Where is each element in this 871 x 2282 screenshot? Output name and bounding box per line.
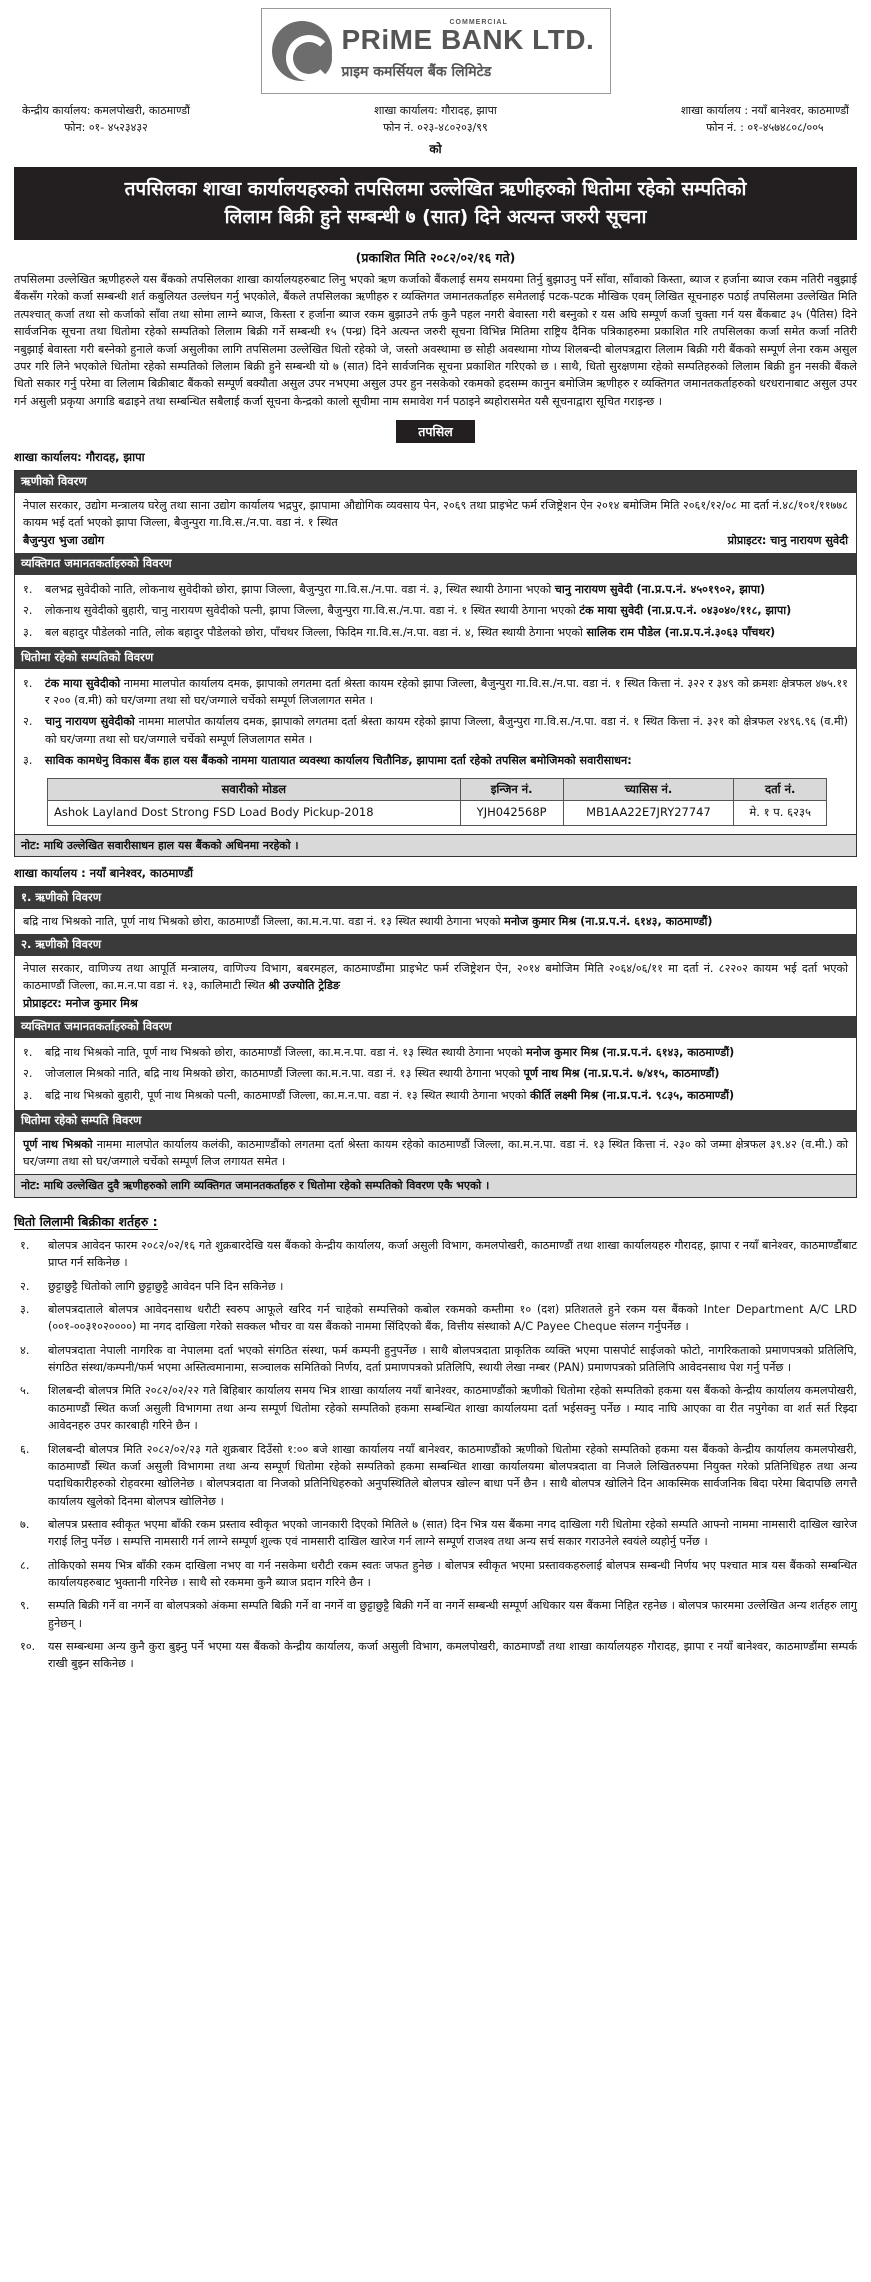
list-item: ६. शिलबन्दी बोलपत्र मिति २०८२/०२/२३ गते शुक्रबार दिउँसो १:०० बजे शाखा कार्यालय नयाँ बानेश्वर, काठमाण्डौंको ऋणीको धितोमा रहेको सम्पतिको हकमा यस बैंकको केन्द्रीय कार्यालय कमलपोखरी, काठमाण्डौं स्थित कर्जा असुली विभागमा तथा अन्य सम्पूर्ण धितोमा रहेको सम्पतिको हकमा सम्बन्धित शाखा कार्यालयमा बोलपत्रदाता वा निजले लिखितरुपमा नियुक्त गरेको प्रतिनिधिहरु तथा अन्य पदाधिकारीहरुको रोहवरमा खोलिनेछ । बोलपत्रदाता वा निजको प्रतिनिधिहरुको अनुपस्थितिले बोलपत्र खोल्न बाधा पर्ने छैन । साथै बोलपत्र खोलिने दिन आकस्मिक सार्वजनिक बिदा परेमा बिदापछि लगत्तै कार्यालय खुलेको दिनमा बोलपत्र खोलिनेछ । <box>20 1442 857 1508</box>
bank-commercial-tag: COMMERCIAL <box>449 19 508 27</box>
guarantor-name: टंक माया सुवेदी (ना.प्र.प.नं. ०४३०४०/११८, झापा) <box>579 604 792 618</box>
office1-guarantor-list <box>15 575 856 647</box>
list-item: ९. सम्पति बिक्री गर्ने वा नगर्ने वा बोलपत्रको अंकमा सम्पति बिक्री गर्ने वा नगर्ने वा छुट्टाछुट्टै बिक्री गर्ने वा नगर्ने सम्बन्धी सम्पूर्ण अधिकार यस बैंकमा निहित रहनेछ । बोलपत्र फारममा उल्लेखित अन्य शर्तहरु लागु हुनेछन् । <box>20 1599 857 1630</box>
terms-heading: धितो लिलामी बिक्रीका शर्तहरु : <box>14 1213 158 1229</box>
table-cell: Ashok Layland Dost Strong FSD Load Body Pickup-2018 <box>48 801 461 826</box>
column-header: दर्ता नं. <box>734 778 827 801</box>
header-logo-area <box>14 8 857 94</box>
vehicle-table <box>47 778 827 827</box>
branch-title: शाखा कार्यालय: गौरादह, झापा <box>374 104 497 117</box>
list-item: ३. बोलपत्रदाताले बोलपत्र आवेदनसाथ धरौटी स्वरुप आफूले खरिद गर्न चाहेको सम्पत्तिको कबोल रकमको कम्तीमा १० (दश) प्रतिशतले हुने रकम यस बैंकको Inter Department A/C LRD (००१-००३१०२००००) मा नगद दाखिला गरेको सक्कल भौचर वा यस बैंकको नाममा सिंदिएको बैंक, वित्तीय संस्थाको A/C Payee Cheque संलग्न गर्नुपर्नेछ । <box>20 1302 858 1334</box>
table-header-row <box>48 778 827 801</box>
list-item: ५. शिलबन्दी बोलपत्र मिति २०८२/०२/२२ गते बिहिबार कार्यालय समय भित्र शाखा कार्यालय नयाँ बानेश्वर, काठमाण्डौंको ऋणीको धितोमा रहेको सम्पतिको हकमा यस बैंकको केन्द्रीय कार्यालय कमलपोखरी, काठमाण्डौं स्थित कर्जा असुली विभागमा तथा अन्य सम्पूर्ण धितोमा रहेको सम्पतिको हकमा सम्बन्धित शाखा कार्यालयमा दर्ता भईसक्नु पर्नेछ । म्याद नाघि आएका वा रीत नपुगेका वा शर्त सर्त रिझ्दा आवेदनहरु उपर कारबाही गरिने छैन । <box>20 1384 857 1433</box>
office2-note: नोट: माथि उल्लेखित दुवै ऋणीहरुको लागि व्यक्तिगत जमानतकर्ताहरु र धितोमा रहेको सम्पतिको विवरण एकै भएको । <box>14 1175 857 1197</box>
bank-logo-icon <box>272 21 332 81</box>
list-item: २. जोजलाल मिश्रको नाति, बद्रि नाथ मिश्रको छोरा, काठमाण्डौं जिल्ला का.म.न.पा. वडा नं. १३ स्थित स्थायी ठेगाना भएको पूर्ण नाथ मिश्र (ना.प्र.प.नं. ७/४१५, काठमाण्डौं) <box>23 1067 720 1081</box>
branch-title: केन्द्रीय कार्यालय: कमलपोखरी, काठमाण्डौं <box>22 104 190 117</box>
office1-guarantor-heading: व्यक्तिगत जमानतकर्ताहरुको विवरण <box>15 553 856 575</box>
bank-logo <box>261 8 611 94</box>
branch-central <box>22 102 190 136</box>
notice-title-banner <box>14 167 857 240</box>
bank-name-nepali: प्राइम कमर्सियल बैंक लिमिटेड <box>341 63 492 80</box>
list-item: १. बोलपत्र आवेदन फारम २०८२/०२/१६ गते शुक्रबारदेखि यस बैंकको केन्द्रीय कार्यालय, कर्जा असुली विभाग, कमलपोखरी, काठमाण्डौं तथा शाखा कार्यालयहरु गौरादह, झापा र नयाँ बानेश्वर, काठमाण्डौंबाट प्राप्त गर्न सकिनेछ । <box>20 1238 857 1270</box>
list-item: २. लोकनाथ सुवेदीको बुहारी, चानु नारायण सुवेदीको पत्नी, झापा जिल्ला, बैजुन्पुरा गा.वि.स./न.पा. वडा नं. १ स्थित स्थायी ठेगाना भएको टंक माया सुवेदी (ना.प्र.प.नं. ०४३०४०/११८, झापा) <box>23 604 792 618</box>
table-cell: MB1AA22E7JRY27747 <box>563 801 734 826</box>
office2-label: शाखा कार्यालय : नयाँ बानेश्वर, काठमाण्डौं <box>14 866 193 881</box>
column-header: इन्जिन नं. <box>460 778 563 801</box>
list-item: १. बद्रि नाथ भिश्रको नाति, पूर्ण नाथ भिश्रको छोरा, काठमाण्डौं जिल्ला, का.म.न.पा. वडा नं. १३ स्थित स्थायी ठेगाना भएको मनोज कुमार मिश्र (ना.प्र.प.नं. ६१४३, काठमाण्डौं) <box>23 1045 735 1059</box>
notice-title-line2: लिलाम बिक्री हुने सम्बन्धी ७ (सात) दिने अत्यन्त जरुरी सूचना <box>224 206 647 229</box>
office2-collateral-body: पूर्ण नाथ भिश्रको नाममा मालपोत कार्यालय कलंकी, काठमाण्डौंको लगतमा दर्ता श्रेस्ता कायम रहेको काठमाण्डौं जिल्ला, का.म.न.पा. वडा नं. १३ स्थित कित्ता नं. २३० को जम्मा क्षेत्रफल ३९.४२ (व.मी.) को घर/जग्गा तथा सो घर/जग्गाले चर्चेको सम्पूर्ण लिज लगायत समेत । <box>23 1137 848 1169</box>
branch-baneshwor <box>681 102 849 136</box>
list-item: ८. तोकिएको समय भित्र बाँकी रकम दाखिला नभए वा गर्न नसकेमा धरौटी रकम स्वतः जफत हुनेछ । बोलपत्र स्वीकृत भएमा प्रस्तावकहरुलाई बोलपत्र सम्बन्धी निर्णय भए पश्चात मात्र यस बैंकको सम्बन्धित कार्यालयहरुबाट भुक्तानी गरिनेछ । साथै सो रकममा कुनै ब्याज प्रदान गरिने छैन । <box>20 1558 857 1590</box>
branch-phone: फोन: ०१- ४५२३४३२ <box>64 121 148 135</box>
terms-list <box>14 1237 857 1673</box>
office2-section <box>14 886 857 1175</box>
table-cell: YJH042568P <box>460 801 563 826</box>
bank-name: PRiME BANK LTD. <box>341 24 595 56</box>
list-item: ७. बोलपत्र प्रस्ताव स्वीकृत भएमा बाँकी रकम प्रस्ताव स्वीकृत भएको जानकारी दिएको मितिले ७ (सात) दिन भित्र यस बैंकमा नगद दाखिला गरी धितोमा रहेको सम्पति आफ्नो नाममा नामसारी दाखिल खारेज गराई लिनु पर्नेछ । सम्पत्ति नामसारी गर्न लाग्ने सम्पूर्ण शुल्क एवं नामसारी दाखिल खारेज गर्न लाग्ने सम्पूर्ण राजश्व तथा अन्य सर्च सकार गराउनेले स्वयंले व्यहोर्नु पर्नेछ । <box>20 1517 857 1549</box>
office2-borrower2-heading: २. ऋणीको विवरण <box>15 934 856 956</box>
borrower-firm: श्री उज्योति ट्रेडिङ <box>268 979 340 993</box>
table-row <box>48 801 827 826</box>
connector-ko: को <box>429 142 442 157</box>
list-item: २. चानु नारायण सुवेदीको नाममा मालपोत कार्यालय दमक, झापाको लगतमा दर्ता श्रेस्ता कायम रहेको झापा जिल्ला, बैजुन्पुरा गा.वि.स./न.पा. वडा नं. १ स्थित कित्ता नं. ३२१ को क्षेत्रफल २४९६.९६ (व.मी) को घर/जग्गा तथा सो घर/जग्गाले चर्चेको सम्पूर्ण लिजलागत समेत । <box>23 715 848 746</box>
borrower-proprietor: प्रोप्राइटर: मनोज कुमार मिश्र <box>23 996 138 1010</box>
office1-borrower-firm: बैजुन्पुरा भुजा उद्योग <box>23 533 105 547</box>
office2-borrower1-body: बद्रि नाथ भिश्रको नाति, पूर्ण नाथ भिश्रको छोरा, काठमाण्डौं जिल्ला, का.म.न.पा. वडा नं. १३ स्थित स्थायी ठेगाना भएको मनोज कुमार मिश्र (ना.प्र.प.नं. ६१४३, काठमाण्डौं) <box>23 914 713 928</box>
bank-logo-text <box>342 18 595 83</box>
office2-collateral-heading: धितोमा रहेको सम्पति विवरण <box>15 1110 856 1132</box>
list-item: ३. बद्रि नाथ भिश्रको बुहारी, पूर्ण नाथ मिश्रको पत्नी, काठमाण्डौं जिल्ला, का.म.न.पा. वडा नं. १३ स्थित स्थायी ठेगाना भएको कीर्ति लक्ष्मी मिश्र (ना.प्र.प.नं. ९८३५, काठमाण्डौं) <box>23 1088 735 1102</box>
office1-collateral-heading: धितोमा रहेको सम्पतिको विवरण <box>15 647 856 669</box>
intro-paragraph: तपसिलमा उल्लेखित ऋणीहरुले यस बैंकको तपसिलका शाखा कार्यालयहरुबाट लिनु भएको ऋण कर्जाको बैंकलाई समय समयमा तिर्नु बुझाउनु पर्ने साँवा, साँवाको किस्ता, ब्याज र हर्जाना ब्याज रकम नतिरी नबुझाई बैंकसँग गरेको कर्जा सम्बन्धी शर्त कबुलियत उल्लंघन गर्नु भएकोले, बैंकले तपसिलका ऋणीहरु र व्यक्तिगत जमानतकर्ताहरु समेतलाई पटक-पटक मौखिक एवम् लिखित सूचनाहरु पठाई तपसिलमा उल्लेखित मिति तत्पश्चात् कर्जा तथा सो कर्जाको साँवा तथा सोमा लाग्ने ब्याज, किस्ता र हर्जाना ब्याज रकम बुझाउने तर्फ कुनै पहल नगरी बेवास्ता गरी बस्नुको र यस अघि सम्पूर्ण कर्जा चुक्ता गर्न यस बैंकबाट ३५ (पैतिस) दिने सार्वजनिक सूचना तथा धितोमा रहेको सम्पतिको लिलाम बिक्री गर्ने सम्बन्धी १५ (पन्ध्र) दिने अत्यन्त जरुरी सूचना विभिन्न मितिमा राष्ट्रिय दैनिक पत्रिकाहरुमा प्रकाशित गरि तपसिलका कर्जा समेत कर्जा नतिरी नबुझाई बेवास्ता गरी बस्नेको हुनाले कर्जा असुलीका लागि तपसिलमा उल्लेखित धितो रहेको जे, जस्तो अवस्थामा छ सोही अवस्थामा गोप्य शिलबन्दी बोलपत्रद्वारा लिलाम बिक्री गरी बैंकको सम्पूर्ण लेना रकम असुल उपर गरि लिने भएकोले धितोमा रहेको सम्पतिको लिलाम बिक्री हुने सम्बन्धी यो ७ (सात) दिने सार्वजनिक सूचना प्रकाशित गरिएको छ । साथै, धितो सुरक्षणमा रहेको सम्पतिहरुको लिलाम बिक्री हुन नसकी बैंकले धितो सकार गर्नु परेमा वा लिलाम बिक्रीबाट बैंकको सम्पूर्ण बक्यौता असुल उपर नभएमा असुल उपर हुन नसकेको रकमको हदसम्म कानुन बमोजिम ऋणीहरु र व्यक्तिगत जमानतकर्ताहरुको धरधरानाबाट असुल उपर गर्न असुली प्रकृया अगाडि बढाइने तथा सम्बन्धित सबैलाई कर्जा सूचना केन्द्रको कालो सूचीमा नाम समावेश गर्न पठाइने ब्यहोरासमेत यसै सूचनाद्वारा सूचित गराइन्छ । <box>14 273 857 408</box>
schedule-heading: तपसिल <box>396 420 474 443</box>
office2-guarantor-list <box>15 1038 856 1110</box>
notice-title-line1: तपसिलका शाखा कार्यालयहरुको तपसिलमा उल्लेखित ऋणीहरुको धितोमा रहेको सम्पतिको <box>124 177 747 200</box>
office2-borrower2-body: नेपाल सरकार, वाणिज्य तथा आपूर्ति मन्त्रालय, वाणिज्य विभाग, बबरमहल, काठमाण्डौंमा प्राइभेट फर्म रजिष्ट्रेशन ऐन, २०१४ बमोजिम मिति २०६४/०६/११ मा दर्ता नं. ८२२०२ कायम भई दर्ता भएको काठमाण्डौं जिल्ला, का.म.न.पा वडा नं. १३, कालिमाटी स्थित श्री उज्योति ट्रेडिङ प्रोप्राइटर: मनोज कुमार मिश्र <box>15 956 856 1016</box>
branch-phone: फोन नं. ०२३-४८०२०३/९९ <box>383 121 488 135</box>
table-cell: मे. १ प. ६२३५ <box>734 801 827 826</box>
branch-contacts <box>14 102 857 136</box>
office2-borrower1-heading: १. ऋणीको विवरण <box>15 887 856 909</box>
list-item: ३. बल बहादुर पौडेलको नाति, लोक बहादुर पौडेलको छोरा, पाँचथर जिल्ला, फिदिम गा.वि.स./न.पा. वडा नं. ४, स्थित स्थायी ठेगाना भएको सालिक राम पौडेल (ना.प्र.प.नं.३०६३ पाँचथर) <box>23 625 776 639</box>
office1-section <box>14 470 857 835</box>
list-item: ३. साविक कामधेनु विकास बैंक हाल यस बैंकको नाममा यातायात व्यवस्था कार्यालय चितौनिङ, झापामा दर्ता रहेको तपसिल बमोजिमको सवारीसाधन: <box>23 754 632 768</box>
guarantor-name: सालिक राम पौडेल (ना.प्र.प.नं.३०६३ पाँचथर) <box>586 625 776 639</box>
list-item: ४. बोलपत्रदाता नेपाली नागरिक वा नेपालमा दर्ता भएको संगठित संस्था, फर्म कम्पनी हुनुपर्नेछ । साथै बोलपत्रदाता प्राकृतिक व्यक्ति भएमा पासपोर्ट साईजको फोटो, नागरिकताको प्रमाणपत्रको प्रतिलिपि, संगठित संस्था/कम्पनी/फर्म भएमा अस्तित्वमानामा, सञ्चालक समितिको निर्णय, दर्ता प्रमाणपत्रको प्रतिलिपि, स्थायी लेखा नम्बर (PAN) प्रमाणपत्रको प्रतिलिपि आवेदनसाथ पेश गर्नु पर्नेछ । <box>20 1343 857 1375</box>
list-item: १०. यस सम्बन्धमा अन्य कुनै कुरा बुझ्नु पर्ने भएमा यस बैंकको केन्द्रीय कार्यालय, कर्जा असुली विभाग, कमलपोखरी, काठमाण्डौं तथा शाखा कार्यालयहरु गौरादह, झापा र नयाँ बानेश्वर, काठमाण्डौंमा सम्पर्क राखी बुझ्न सकिनेछ । <box>20 1640 857 1671</box>
office1-label: शाखा कार्यालय: गौरादह, झापा <box>14 450 145 465</box>
office1-borrower-proprietor: प्रोप्राइटर: चानु नारायण सुवेदी <box>727 533 848 547</box>
office2-guarantor-heading: व्यक्तिगत जमानतकर्ताहरुको विवरण <box>15 1016 856 1038</box>
office1-borrower-heading: ऋणीको विवरण <box>15 471 856 493</box>
branch-title: शाखा कार्यालय : नयाँ बानेश्वर, काठमाण्डौं <box>680 104 849 117</box>
column-header: च्यासिस नं. <box>563 778 734 801</box>
guarantor-name: चानु नारायण सुवेदी (ना.प्र.प.नं. ४५०१९०२, झापा) <box>554 582 766 596</box>
borrower-name: मनोज कुमार मिश्र (ना.प्र.प.नं. ६१४३, काठमाण्डौं) <box>504 914 713 928</box>
office1-borrower-body <box>15 493 856 553</box>
list-item: १. टंक माया सुवेदीको नाममा मालपोत कार्यालय दमक, झापाको लगतमा दर्ता श्रेस्ता कायम रहेको झापा जिल्ला, बैजुन्पुरा गा.वि.स./न.पा. वडा नं. १ स्थित कित्ता नं. ३२२ र ३४९ को क्रमशः क्षेत्रफल ४७५.११ र २०० (व.मी) को घर/जग्गा तथा सो घर/जग्गाले चर्चेको सम्पूर्ण लिजलागत समेत । <box>23 676 848 708</box>
list-item: १. बलभद्र सुवेदीको नाति, लोकनाथ सुवेदीको छोरा, झापा जिल्ला, बैजुन्पुरा गा.वि.स./न.पा. वडा नं. ३, स्थित स्थायी ठेगाना भएको चानु नारायण सुवेदी (ना.प्र.प.नं. ४५०१९०२, झापा) <box>23 582 766 596</box>
publication-date: (प्रकाशित मिति २०८२/०२/१६ गते) <box>355 249 516 265</box>
branch-gauradaha <box>374 102 497 136</box>
branch-phone: फोन नं. : ०१-४५७४८०८/००५ <box>706 121 824 135</box>
office1-borrower-text: नेपाल सरकार, उद्योग मन्त्रालय घरेलु तथा साना उद्योग कार्यालय भद्रपुर, झापामा औद्योगिक व्यवसाय पेन, २०६९ तथा प्राइभेट फर्म रजिष्ट्रेशन ऐन २०१४ बमोजिम मिति २०६१/१२/०८ मा दर्ता नं.४८/१०१/११७७८ कायम भई दर्ता भएको झापा जिल्ला, बैजुन्पुरा गा.वि.स./न.पा. वडा नं. १ स्थित <box>23 498 848 530</box>
list-item: २. छुट्टाछुट्टै धितोको लागि छुट्टाछुट्टै आवेदन पनि दिन सकिनेछ । <box>20 1279 284 1293</box>
column-header: सवारीको मोडल <box>48 778 461 801</box>
office1-collateral-list <box>15 669 856 834</box>
office1-note: नोट: माथि उल्लेखित सवारीसाधन हाल यस बैंकको अधिनमा नरहेको । <box>14 835 857 857</box>
